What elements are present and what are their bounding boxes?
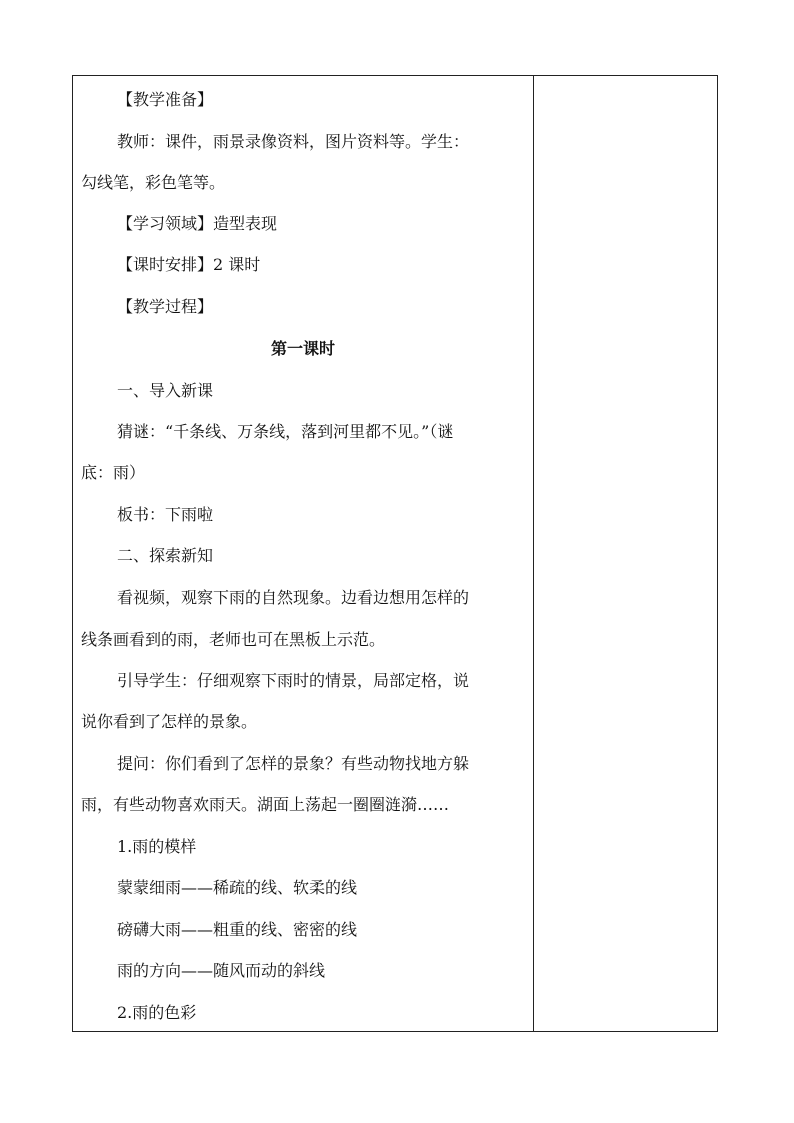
list-heading-rain-appearance: 1.雨的模样	[117, 837, 197, 856]
heading-teaching-preparation: 【教学准备】	[117, 90, 214, 109]
text-line: 板书：下雨啦	[117, 505, 214, 524]
lesson-plan-table	[72, 75, 718, 1032]
text-line: 勾线笔，彩色笔等。	[81, 173, 226, 192]
heading-class-schedule: 【课时安排】2 课时	[117, 255, 261, 274]
text-line: 线条画看到的雨，老师也可在黑板上示范。	[81, 630, 386, 649]
text-line: 看视频，观察下雨的自然现象。边看边想用怎样的	[117, 588, 470, 607]
text-line: 说你看到了怎样的景象。	[81, 712, 258, 731]
text-line: 提问：你们看到了怎样的景象？有些动物找地方躲	[117, 754, 470, 773]
text-line: 磅礴大雨——粗重的线、密密的线	[117, 920, 358, 939]
section-title-first-lesson: 第一课时	[270, 339, 335, 358]
text-line: 雨的方向——随风而动的斜线	[117, 961, 326, 980]
text-line: 引导学生：仔细观察下雨时的情景，局部定格，说	[117, 671, 470, 690]
text-line: 底：雨）	[81, 463, 146, 482]
subheading-intro: 一、导入新课	[117, 381, 214, 400]
subheading-explore: 二、探索新知	[117, 546, 214, 565]
list-heading-rain-color: 2.雨的色彩	[117, 1003, 197, 1022]
text-line: 蒙蒙细雨——稀疏的线、软柔的线	[117, 878, 358, 897]
notes-cell	[534, 76, 717, 1031]
heading-teaching-process: 【教学过程】	[117, 297, 214, 316]
heading-learning-area: 【学习领域】造型表现	[117, 214, 278, 233]
text-line: 雨，有些动物喜欢雨天。湖面上荡起一圈圈涟漪……	[81, 795, 450, 814]
text-line: 猜谜：“千条线、万条线，落到河里都不见。”（谜	[117, 422, 454, 441]
lesson-content-cell	[73, 76, 533, 1031]
text-line: 教师：课件，雨景录像资料，图片资料等。学生：	[117, 132, 470, 151]
